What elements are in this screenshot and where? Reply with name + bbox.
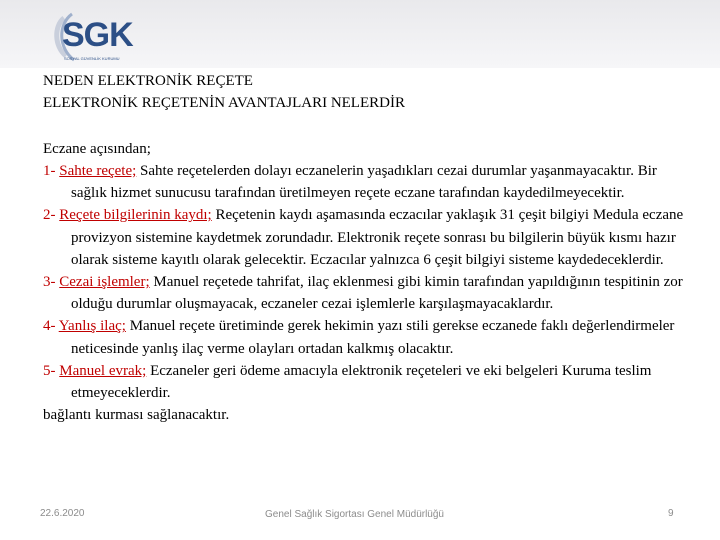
item-text: Eczaneler geri ödeme amacıyla elektronik reçeteleri ve eki belgeleri Kuruma teslim etmeyeceklerdir. — [71, 362, 652, 402]
list-item — [43, 160, 693, 204]
list-item — [43, 271, 693, 315]
item-label: Cezai işlemler; — [59, 274, 150, 291]
item-text: Sahte reçetelerden dolayı eczanelerin yaşadıkları cezai durumlar yaşanmayacaktır. Bir sağlık hizmet sunucusu tarafından üretilmeyen reçete eczane tarafından kaydedilmeyecektir. — [71, 163, 657, 202]
item-number: 2- — [43, 207, 60, 224]
title-line-2: ELEKTRONİK REÇETENİN AVANTAJLARI NELERDİR — [43, 95, 405, 111]
item-label: Manuel evrak; — [59, 362, 147, 379]
item-text: Reçetenin kaydı aşamasında eczacılar yaklaşık 31 çeşit bilgiyi Medula eczane provizyon sistemine kaydetmek zorundadır. Elektronik reçete sonrası bu bilgilerin büyük kısmı hazır olarak sisteme kayıtlı olarak gelecektir. Eczacılar yalnızca 6 çeşit bilgiyi sisteme kaydedeceklerdir. — [71, 207, 684, 268]
slide-content — [43, 70, 693, 426]
item-label: Reçete bilgilerinin kaydı; — [59, 207, 212, 224]
title-line-1: NEDEN ELEKTRONİK REÇETE — [43, 73, 253, 89]
item-text: Manuel reçetede tahrifat, ilaç eklenmesi gibi kimin tarafından yapıldığının tespitinin zor olduğu durumlar oluşmayacak, eczaneler cezai işlemlerle karşılaşmayacaklardır. — [71, 274, 683, 313]
item-number: 5- — [43, 362, 60, 379]
item-label: Yanlış ilaç; — [58, 318, 126, 335]
list-item — [43, 315, 693, 359]
list-item — [43, 360, 693, 404]
last-line: bağlantı kurması sağlanacaktır. — [43, 407, 230, 424]
logo-subtext: SOSYAL GÜVENLİK KURUMU — [64, 56, 120, 61]
footer-organization: Genel Sağlık Sigortası Genel Müdürlüğü — [265, 509, 444, 520]
item-label: Sahte reçete; — [59, 163, 137, 179]
advantage-list — [43, 160, 693, 426]
item-number: 4- — [43, 318, 59, 335]
section-heading: Eczane açısından; — [43, 141, 151, 157]
footer-date: 22.6.2020 — [40, 508, 85, 519]
item-number: 3- — [43, 274, 60, 291]
item-text: Manuel reçete üretiminde gerek hekimin yazı stili gerekse eczanede faklı değerlendirmeler neticesinde yanlış ilaç verme olayları ortadan kalkmış olacaktır. — [71, 318, 675, 357]
list-item — [43, 204, 693, 271]
logo-text: SGK — [62, 16, 133, 54]
page-number: 9 — [668, 508, 674, 519]
item-number: 1- — [43, 163, 60, 179]
